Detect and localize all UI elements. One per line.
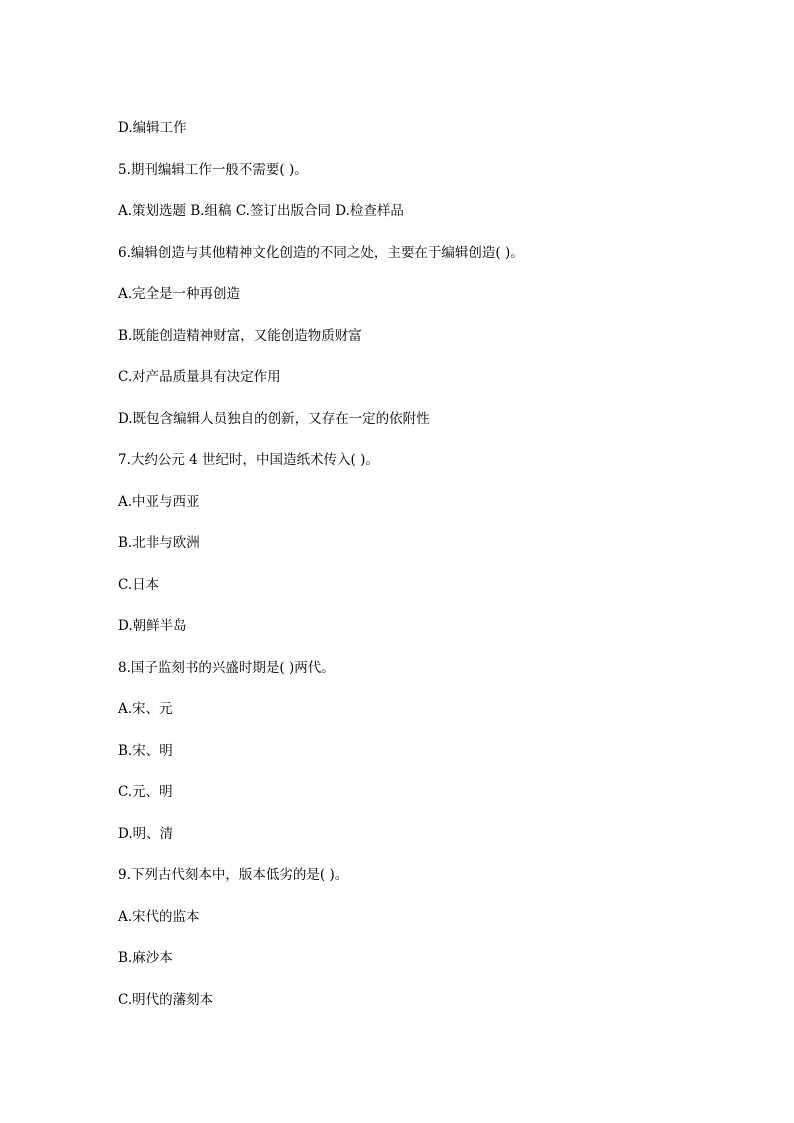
option-line: D.明、清 [118,825,174,842]
option-line: D.既包含编辑人员独自的创新，又存在一定的依附性 [118,410,430,427]
option-line: C.明代的藩刻本 [118,991,214,1008]
option-line: A.宋、元 [118,701,173,717]
option-line: A.中亚与西亚 [118,493,200,510]
option-line: A.宋代的监本 [118,908,200,925]
question-line: 9.下列古代刻本中，版本低劣的是( )。 [118,867,349,883]
option-line: C.日本 [118,576,160,593]
question-line: 7.大约公元 4 世纪时，中国造纸术传入( )。 [118,452,379,468]
option-line: B.宋、明 [118,742,173,759]
option-line: D.编辑工作 [118,120,187,136]
option-line: D.朝鲜半岛 [118,618,187,634]
question-line: 6.编辑创造与其他精神文化创造的不同之处，主要在于编辑创造( )。 [118,244,524,261]
option-line: B.既能创造精神财富，又能创造物质财富 [118,327,362,344]
question-line: 5.期刊编辑工作一般不需要( )。 [118,161,308,178]
option-line: C.对产品质量具有决定作用 [118,369,281,385]
question-list [118,118,758,1031]
question-line: 8.国子监刻书的兴盛时期是( )两代。 [118,659,335,676]
option-line: A.策划选题 B.组稿 C.签订出版合同 D.检查样品 [118,203,404,219]
option-line: B.麻沙本 [118,950,173,966]
option-line: A.完全是一种再创造 [118,286,241,302]
option-line: C.元、明 [118,784,173,800]
option-line: B.北非与欧洲 [118,535,200,551]
